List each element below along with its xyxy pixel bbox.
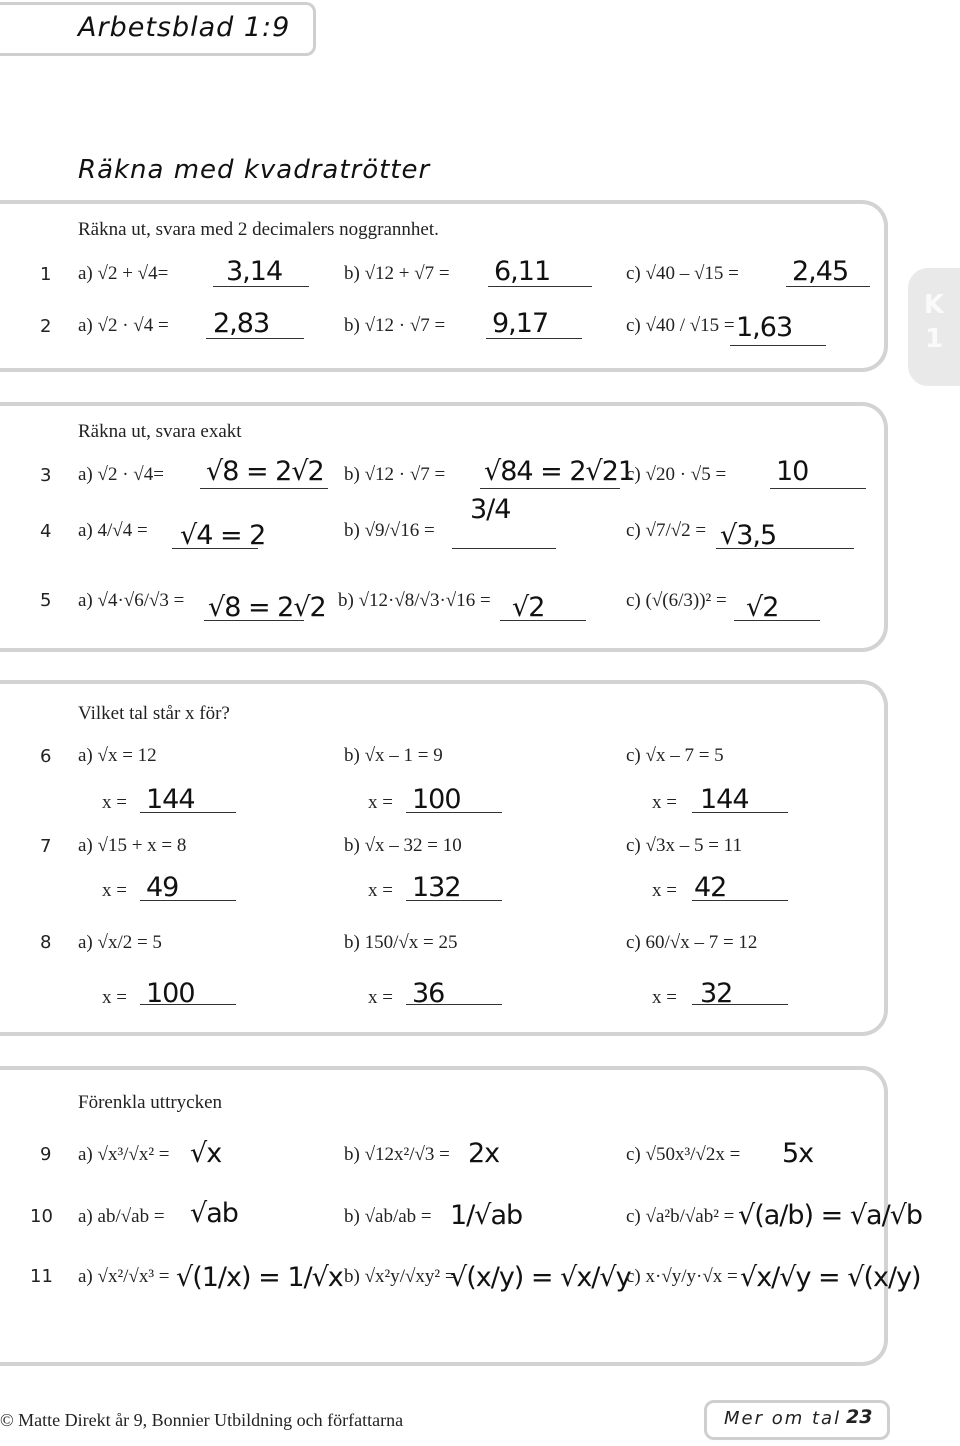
answer-5b[interactable]: √2 bbox=[512, 592, 545, 623]
answer-5c[interactable]: √2 bbox=[746, 592, 779, 623]
x-equals: x = bbox=[102, 987, 127, 1008]
task-9b: b) √12x²/√3 = bbox=[344, 1144, 450, 1165]
task-1a: a) √2 + √4= bbox=[78, 263, 169, 284]
answer-11a[interactable]: √(1/x) = 1/√x bbox=[176, 1262, 343, 1293]
task-number: 1 bbox=[40, 264, 52, 285]
task-11c: c) x·√y/y·√x = bbox=[626, 1266, 738, 1287]
task-1c: c) √40 – √15 = bbox=[626, 263, 739, 284]
footer-copyright: © Matte Direkt år 9, Bonnier Utbildning och författarna bbox=[0, 1410, 404, 1430]
task-10a: a) ab/√ab = bbox=[78, 1206, 165, 1227]
x-equals: x = bbox=[368, 792, 393, 813]
task-4a: a) 4/√4 = bbox=[78, 520, 148, 541]
answer-2a[interactable]: 2,83 bbox=[213, 308, 270, 339]
task-number: 10 bbox=[30, 1206, 53, 1227]
task-number: 7 bbox=[40, 836, 52, 857]
task-8c: c) 60/√x – 7 = 12 bbox=[626, 932, 758, 953]
answer-line bbox=[172, 548, 258, 549]
x-equals: x = bbox=[368, 987, 393, 1008]
answer-1b[interactable]: 6,11 bbox=[494, 256, 551, 287]
task-number: 4 bbox=[40, 521, 52, 542]
answer-line bbox=[488, 286, 592, 287]
footer-chapter: Mer om tal bbox=[724, 1408, 842, 1429]
task-number: 11 bbox=[30, 1266, 53, 1287]
task-10b: b) √ab/ab = bbox=[344, 1206, 432, 1227]
answer-10c[interactable]: √(a/b) = √a/√b bbox=[738, 1200, 923, 1231]
answer-line bbox=[140, 1004, 236, 1005]
x-equals: x = bbox=[368, 880, 393, 901]
task-11a: a) √x²/√x³ = bbox=[78, 1266, 170, 1287]
task-number: 3 bbox=[40, 465, 52, 486]
answer-line bbox=[406, 812, 502, 813]
answer-line bbox=[730, 345, 826, 346]
instruction-decimals: Räkna ut, svara med 2 decimalers noggrannhet. bbox=[78, 219, 439, 240]
answer-line bbox=[786, 286, 870, 287]
task-4c: c) √7/√2 = bbox=[626, 520, 707, 541]
answer-7a[interactable]: 49 bbox=[146, 872, 179, 903]
chapter-tab-number: 1 bbox=[924, 324, 944, 354]
answer-7c[interactable]: 42 bbox=[694, 872, 727, 903]
answer-7b[interactable]: 132 bbox=[412, 872, 461, 903]
answer-9b[interactable]: 2x bbox=[468, 1138, 500, 1169]
answer-line bbox=[200, 488, 328, 489]
task-5a: a) √4·√6/√3 = bbox=[78, 590, 185, 611]
answer-11c[interactable]: √x/√y = √(x/y) bbox=[740, 1262, 921, 1293]
task-8b: b) 150/√x = 25 bbox=[344, 932, 458, 953]
answer-8c[interactable]: 32 bbox=[700, 978, 733, 1009]
answer-line bbox=[692, 900, 788, 901]
page-number: 23 bbox=[846, 1406, 873, 1428]
answer-9a[interactable]: √x bbox=[190, 1138, 222, 1169]
answer-11b[interactable]: √(x/y) = √x/√y bbox=[450, 1262, 631, 1293]
answer-line bbox=[692, 1004, 788, 1005]
x-equals: x = bbox=[652, 792, 677, 813]
answer-line bbox=[204, 620, 304, 621]
answer-8a[interactable]: 100 bbox=[146, 978, 195, 1009]
answer-9c[interactable]: 5x bbox=[782, 1138, 814, 1169]
task-number: 2 bbox=[40, 316, 52, 337]
answer-3a[interactable]: √8 = 2√2 bbox=[206, 456, 324, 487]
task-number: 9 bbox=[40, 1144, 52, 1165]
task-10c: c) √a²b/√ab² = bbox=[626, 1206, 735, 1227]
task-7a: a) √15 + x = 8 bbox=[78, 835, 187, 856]
task-3c: c) √20 · √5 = bbox=[626, 464, 727, 485]
task-2b: b) √12 · √7 = bbox=[344, 315, 446, 336]
chapter-tab bbox=[908, 268, 960, 386]
task-9a: a) √x³/√x² = bbox=[78, 1144, 170, 1165]
task-number: 8 bbox=[40, 932, 52, 953]
answer-line bbox=[734, 620, 820, 621]
task-8a: a) √x/2 = 5 bbox=[78, 932, 162, 953]
answer-line bbox=[480, 488, 620, 489]
answer-1a[interactable]: 3,14 bbox=[226, 256, 283, 287]
instruction-simplify: Förenkla uttrycken bbox=[78, 1092, 223, 1113]
answer-line bbox=[716, 548, 854, 549]
instruction-exact: Räkna ut, svara exakt bbox=[78, 421, 242, 442]
answer-4b[interactable]: 3/4 bbox=[470, 494, 511, 525]
task-6a: a) √x = 12 bbox=[78, 745, 157, 766]
answer-line bbox=[206, 338, 304, 339]
x-equals: x = bbox=[652, 880, 677, 901]
answer-line bbox=[406, 1004, 502, 1005]
task-6b: b) √x – 1 = 9 bbox=[344, 745, 443, 766]
task-3b: b) √12 · √7 = bbox=[344, 464, 446, 485]
answer-6c[interactable]: 144 bbox=[700, 784, 749, 815]
answer-1c[interactable]: 2,45 bbox=[792, 256, 849, 287]
x-equals: x = bbox=[102, 880, 127, 901]
answer-line bbox=[406, 900, 502, 901]
task-6c: c) √x – 7 = 5 bbox=[626, 745, 724, 766]
chapter-tab-letter: K bbox=[923, 290, 945, 320]
task-2a: a) √2 · √4 = bbox=[78, 315, 169, 336]
answer-3b[interactable]: √84 = 2√21 bbox=[484, 456, 635, 487]
task-9c: c) √50x³/√2x = bbox=[626, 1144, 741, 1165]
answer-line bbox=[500, 620, 586, 621]
answer-line bbox=[770, 488, 866, 489]
section-heading: Räkna med kvadratrötter bbox=[78, 155, 431, 185]
instruction-solve-x: Vilket tal står x för? bbox=[78, 703, 230, 724]
task-5c: c) (√(6/3))² = bbox=[626, 590, 727, 611]
answer-4a[interactable]: √4 = 2 bbox=[180, 520, 266, 551]
task-11b: b) √x²y/√xy² = bbox=[344, 1266, 456, 1287]
task-number: 6 bbox=[40, 746, 52, 767]
answer-5a[interactable]: √8 = 2√2 bbox=[208, 592, 326, 623]
task-2c: c) √40 / √15 = bbox=[626, 315, 735, 336]
task-7b: b) √x – 32 = 10 bbox=[344, 835, 462, 856]
task-1b: b) √12 + √7 = bbox=[344, 263, 450, 284]
task-7c: c) √3x – 5 = 11 bbox=[626, 835, 742, 856]
answer-10b[interactable]: 1/√ab bbox=[450, 1200, 523, 1231]
answer-6b[interactable]: 100 bbox=[412, 784, 461, 815]
task-3a: a) √2 · √4= bbox=[78, 464, 164, 485]
answer-2c[interactable]: 1,63 bbox=[736, 312, 793, 343]
answer-line bbox=[452, 548, 556, 549]
answer-6a[interactable]: 144 bbox=[146, 784, 195, 815]
x-equals: x = bbox=[652, 987, 677, 1008]
answer-8b[interactable]: 36 bbox=[412, 978, 445, 1009]
worksheet-title: Arbetsblad 1:9 bbox=[78, 12, 291, 43]
answer-line bbox=[140, 900, 236, 901]
answer-line bbox=[213, 286, 309, 287]
answer-line bbox=[486, 338, 582, 339]
answer-10a[interactable]: √ab bbox=[190, 1198, 238, 1229]
x-equals: x = bbox=[102, 792, 127, 813]
task-number: 5 bbox=[40, 590, 52, 611]
task-4b: b) √9/√16 = bbox=[344, 520, 435, 541]
answer-4c[interactable]: √3,5 bbox=[720, 520, 777, 551]
answer-3c[interactable]: 10 bbox=[776, 456, 809, 487]
answer-2b[interactable]: 9,17 bbox=[492, 308, 549, 339]
answer-line bbox=[140, 812, 236, 813]
task-5b: b) √12·√8/√3·√16 = bbox=[338, 590, 491, 611]
answer-line bbox=[692, 812, 788, 813]
